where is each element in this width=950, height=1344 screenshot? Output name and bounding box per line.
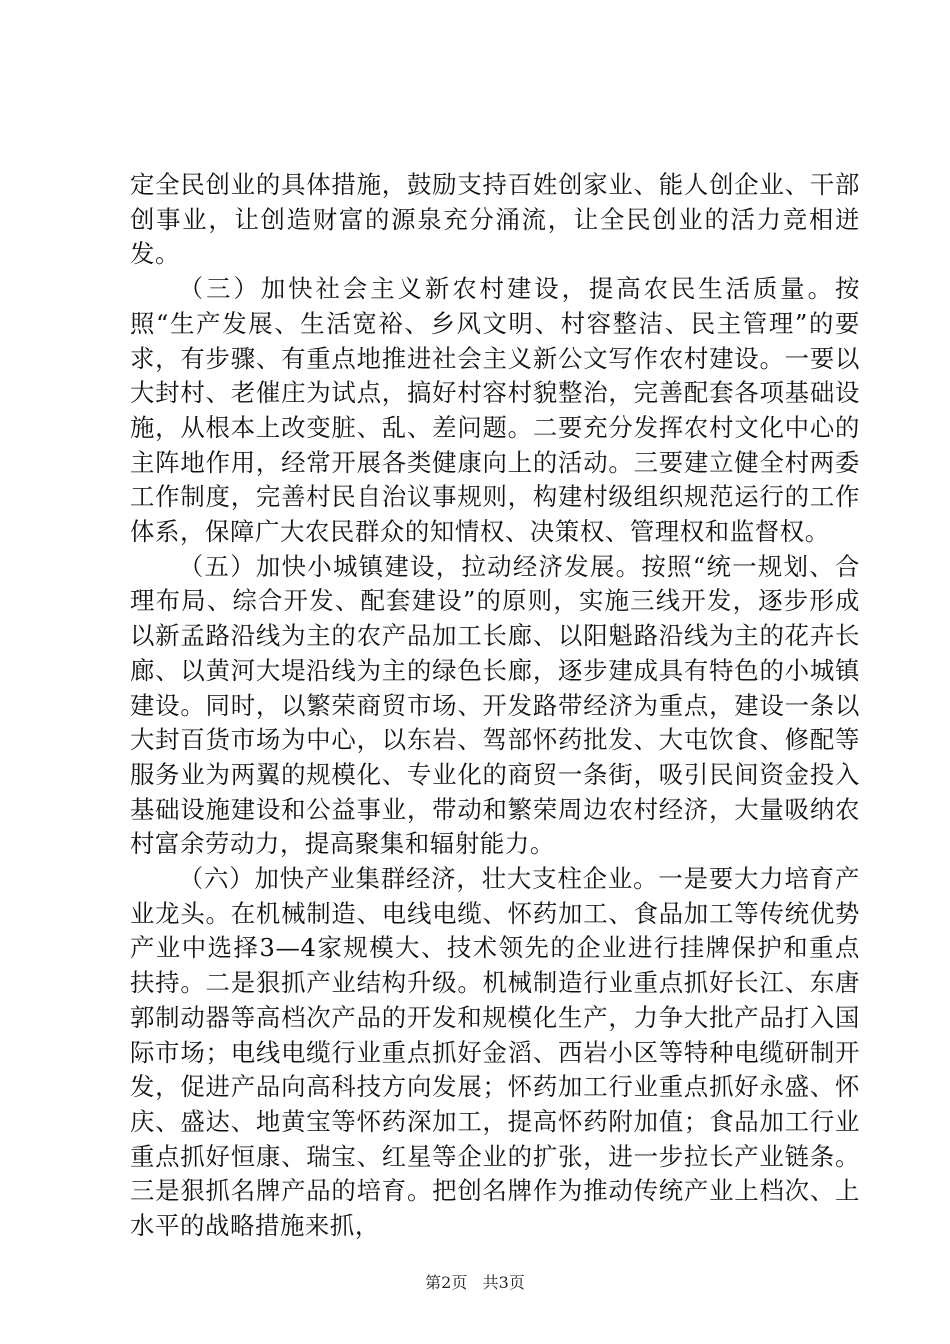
page-footer [0,1270,950,1293]
page-total: 共3页 [482,1273,525,1292]
paragraph-section-six: （六）加快产业集群经济，壮大支柱企业。一是要大力培育产业龙头。在机械制造、电线电缆、怀药加工、食品加工等传统优势产业中选择3—4家规模大、技术领先的企业进行挂牌保护和重点扶持。二是狠抓产业结构升级。机械制造行业重点抓好长江、东唐郭制动器等高档次产品的开发和规模化生产，力争大批产品打入国际市场；电线电缆行业重点抓好金滔、西岩小区等特种电缆研制开发，促进产品向高科技方向发展；怀药加工行业重点抓好永盛、怀庆、盛达、地黄宝等怀药深加工，提高怀药附加值；食品加工行业重点抓好恒康、瑞宝、红星等企业的扩张，进一步拉长产业链条。三是狠抓名牌产品的培育。把创名牌作为推动传统产业上档次、上水平的战略措施来抓， [130,864,860,1241]
paragraph-section-five: （五）加快小城镇建设，拉动经济发展。按照“统一规划、合理布局、综合开发、配套建设”的原则，实施三线开发，逐步形成以新孟路沿线为主的农产品加工长廊、以阳魁路沿线为主的花卉长廊、以黄河大堤沿线为主的绿色长廊，逐步建成具有特色的小城镇建设。同时，以繁荣商贸市场、开发路带经济为重点，建设一条以大封百货市场为中心，以东岩、驾部怀药批发、大屯饮食、修配等服务业为两翼的规模化、专业化的商贸一条街，吸引民间资金投入基础设施建设和公益事业，带动和繁荣周边农村经济，大量吸纳农村富余劳动力，提高聚集和辐射能力。 [130,551,860,859]
paragraph-continuation: 定全民创业的具体措施，鼓励支持百姓创家业、能人创企业、干部创事业，让创造财富的源泉充分涌流，让全民创业的活力竞相迸发。 [130,170,860,269]
page-number: 第2页 [425,1273,468,1292]
footer-separator [472,1273,477,1292]
document-body [130,168,860,1244]
paragraph-section-three: （三）加快社会主义新农村建设，提高农民生活质量。按照“生产发展、生活宽裕、乡风文明、村容整洁、民主管理”的要求，有步骤、有重点地推进社会主义新公文写作农村建设。一要以大封村、老催庄为试点，搞好村容村貌整治，完善配套各项基础设施，从根本上改变脏、乱、差问题。二要充分发挥农村文化中心的主阵地作用，经常开展各类健康向上的活动。三要建立健全村两委工作制度，完善村民自治议事规则，构建村级组织规范运行的工作体系，保障广大农民群众的知情权、决策权、管理权和监督权。 [130,274,860,547]
